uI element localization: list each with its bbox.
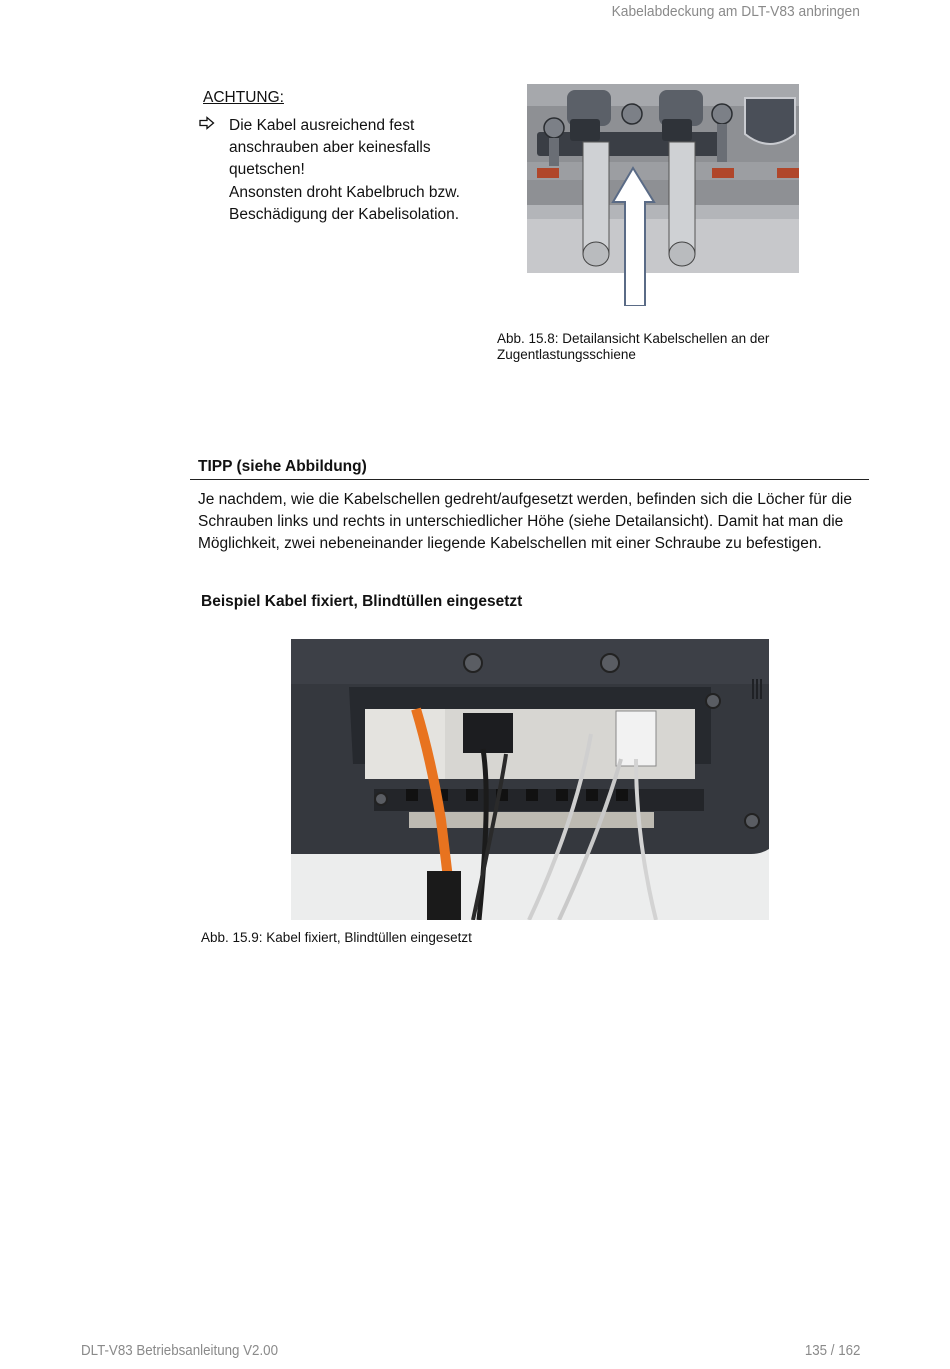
footer-document-title: DLT-V83 Betriebsanleitung V2.00 [81,1343,279,1359]
warning-line-2: Ansonsten droht Kabelbruch bzw. Beschädigung der Kabelisolation. [229,183,460,223]
figure-caption: Abb. 15.8: Detailansicht Kabelschellen an der Zugentlastungsschiene [497,331,770,362]
divider [190,479,869,480]
tip-body: Je nachdem, wie die Kabelschellen gedreht/aufgesetzt werden, befinden sich die Löcher für die Schrauben links und rechts in unterschiedlicher Höhe (siehe Detailansicht). Damit hat man die Möglichkeit, zwei nebeneinander liegende Kabelschellen mit einer Schraube zu befestigen. [198,491,852,553]
footer-page-number: 135 / 162 [804,1343,860,1359]
figure-caption: Abb. 15.9: Kabel fixiert, Blindtüllen eingesetzt [201,930,472,945]
example-heading: Beispiel Kabel fixiert, Blindtüllen eingesetzt [201,593,523,610]
warning-text [229,115,469,226]
warning-line-1: Die Kabel ausreichend fest anschrauben aber keinesfalls quetschen! [229,117,431,179]
warning-heading: ACHTUNG: [203,89,284,106]
cable-fixed-photo [291,639,769,920]
cable-clamp-detail-image [527,84,799,306]
hollow-right-arrow-icon [199,116,215,130]
tip-heading: TIPP (siehe Abbildung) [198,458,367,475]
header-title: Kabelabdeckung am DLT-V83 anbringen [611,3,860,20]
